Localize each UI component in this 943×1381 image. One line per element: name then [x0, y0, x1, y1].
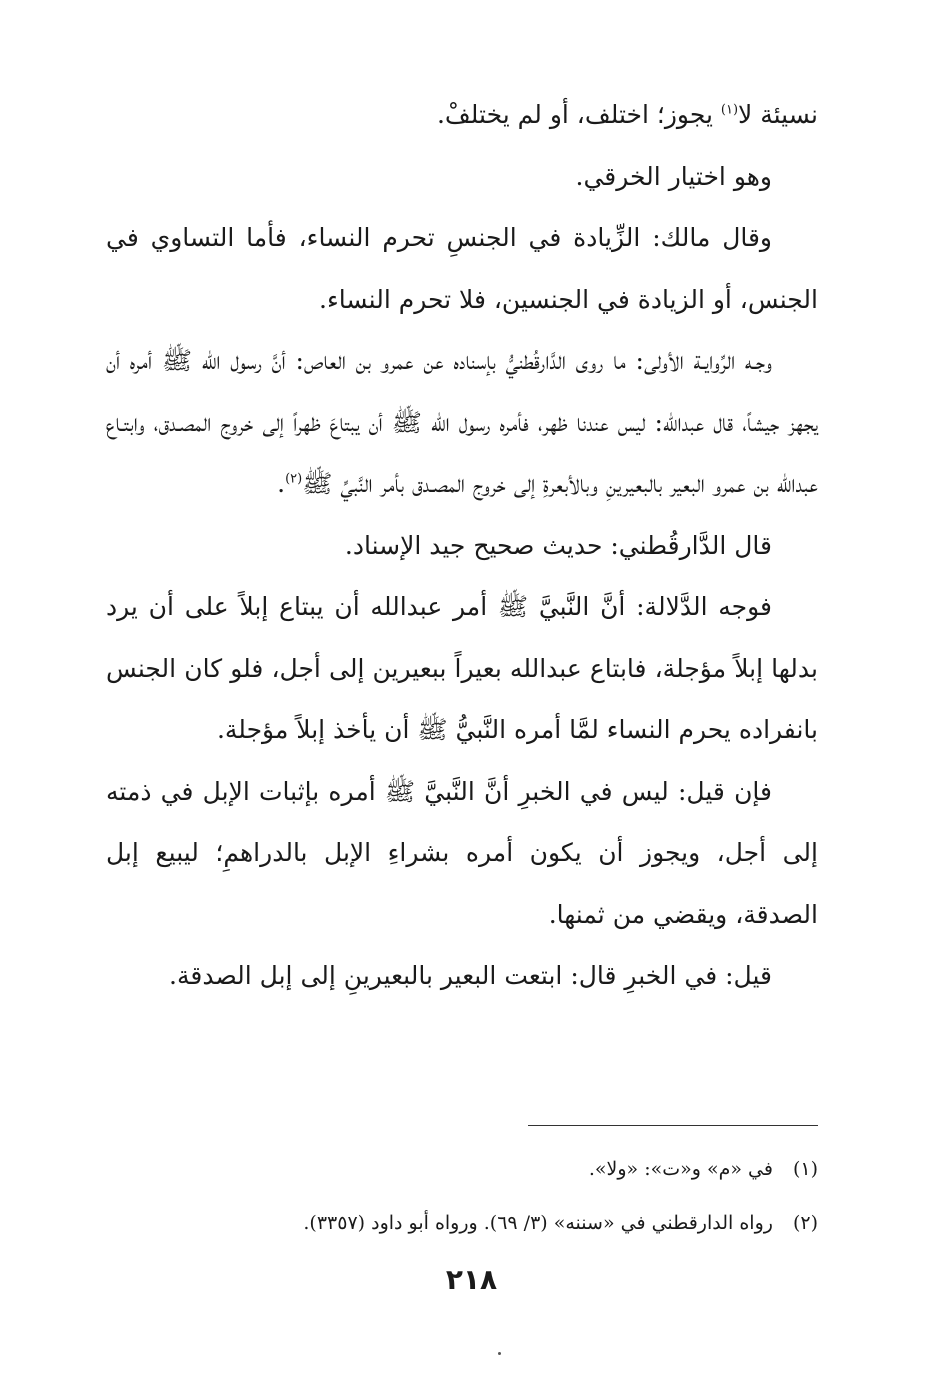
footnote-number: (٢): [792, 1212, 818, 1234]
page-number: ٢١٨: [445, 1263, 498, 1296]
paragraph-4: وجـه الرِّوايـة الأولى: ما روى الدَّارقُطنيُّ بإسناده عن عمرو بن العاص: أنَّ رسول الله ﷺ أمره أن يجهز جيشاً، قال عبدالله: ليس عندنا ظهر، فأمره رسول الله ﷺ أن يبتاعَ ظهراً إلى خروج المصـدق، وابتـاع عبدالله بن عمرو البعير بالبعيرينِ وبالأبعرةِ إلى خروج المصـدق بأمر النَّبيِّ ﷺ$^{(٢)}$.: [106, 346, 818, 498]
paragraph-7: فإن قيل: ليس في الخبرِ أنَّ النَّبيَّ ﷺ أمره بإثبات الإبل في ذمته إلى أجل، ويجوز أن يكون أمره بشراءِ الإبل بالدراهمِ؛ ليبيع إبل الصدقة، ويقضي من ثمنها.: [106, 776, 818, 929]
footnote-number: (١): [792, 1158, 818, 1180]
paragraph-5: قال الدَّارقُطني: حديث صحيح جيد الإسناد.: [344, 530, 772, 560]
footnote-ref-2: (٢): [285, 471, 303, 487]
paragraph-8: قيل: في الخبرِ قال: ابتعت البعير بالبعيرينِ إلى إبل الصدقة.: [169, 961, 772, 990]
footnote-2: [106, 1196, 818, 1250]
paragraph-2: وهو اختيار الخرقي.: [575, 161, 772, 191]
main-text: [106, 84, 818, 1007]
scan-speck: [498, 1352, 501, 1355]
footnote-1: [106, 1142, 818, 1196]
paragraph-6: فوجه الدَّلالة: أنَّ النَّبيَّ ﷺ أمر عبدالله أن يبتاع إبلاً على أن يرد بدلها إبلاً مؤجلة، فابتاع عبدالله بعيراً ببعيرين إلى أجل، فلو كان الجنس بانفراده يحرم النساء لمَّا أمره النَّبيُّ ﷺ أن يأخذ إبلاً مؤجلة.: [106, 592, 818, 744]
footnotes: [106, 1142, 818, 1250]
footnote-text: رواه الدارقطني في «سننه» (٣/ ٦٩). ورواه أبو داود (٣٣٥٧).: [303, 1212, 773, 1234]
footnote-separator: [528, 1125, 818, 1126]
paragraph-3: وقال مالك: الزِّيادة في الجنسِ تحرم النساء، فأما التساوي في الجنس، أو الزيادة في الجنسين، فلا تحرم النساء.: [106, 223, 818, 314]
footnote-ref-1: (١): [720, 102, 739, 118]
paragraph-1: نسيئة لا$^{(١)}$ يجوز؛ اختلف، أو لم يختلفْ.: [436, 100, 818, 129]
footnote-text: في «م» و«ت»: «ولا».: [588, 1158, 773, 1180]
